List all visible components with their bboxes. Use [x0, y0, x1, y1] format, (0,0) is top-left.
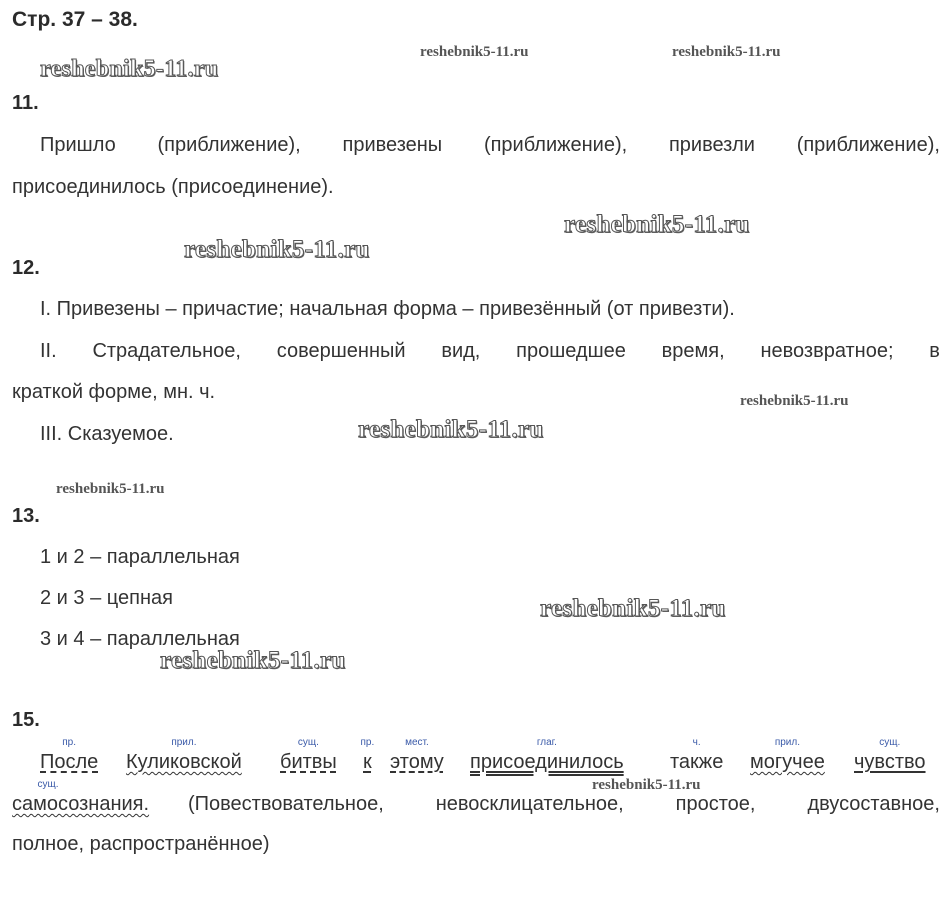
text-word: Пришло [40, 134, 116, 156]
text-word: вид, [441, 340, 481, 362]
task-15-sentence-line-1 [12, 737, 940, 776]
task-13-item: 1 и 2 – параллельная [40, 546, 240, 568]
part-of-speech-label: ч. [692, 737, 701, 748]
text-word: прошедшее [516, 340, 626, 362]
page-title: Стр. 37 – 38. [12, 8, 138, 31]
watermark: reshebnik5-11.ru [420, 44, 529, 60]
text-word: (приближение), [796, 134, 940, 156]
text-word: невозвратное; [760, 340, 894, 362]
analyzed-word: сущ. самосознания. [12, 779, 150, 815]
watermark: reshebnik5-11.ru [358, 416, 544, 443]
text-word: II. [40, 340, 57, 362]
watermark: reshebnik5-11.ru [564, 211, 750, 238]
analyzed-word: прил. Куликовской [126, 737, 242, 773]
watermark: reshebnik5-11.ru [740, 393, 849, 409]
text-word: невосклицательное, [435, 793, 624, 815]
watermark: reshebnik5-11.ru [40, 56, 219, 82]
text-word: простое, [675, 793, 756, 815]
part-of-speech-label: сущ. [297, 737, 319, 748]
part-of-speech-label: пр. [62, 737, 77, 748]
task-number-13: 13. [12, 505, 40, 527]
text-word: Страдательное, [92, 340, 241, 362]
analyzed-word: пр. После [40, 737, 99, 773]
watermark: reshebnik5-11.ru [592, 777, 701, 793]
watermark: reshebnik5-11.ru [184, 236, 370, 263]
task-12-paragraph-1: I. Привезены – причастие; начальная форма – привезённый (от привезти). [40, 298, 735, 320]
task-number-12: 12. [12, 257, 40, 279]
analyzed-word: пр. к [360, 737, 375, 773]
part-of-speech-label: сущ. [37, 779, 59, 790]
task-15-line-3: полное, распространённое) [12, 833, 270, 855]
part-of-speech-label: глаг. [536, 737, 557, 748]
text-word: время, [661, 340, 725, 362]
part-of-speech-label: мест. [405, 737, 429, 748]
part-of-speech-label: пр. [360, 737, 375, 748]
task-11-line-1 [40, 133, 940, 157]
text-word: привезли [668, 134, 755, 156]
task-number-15: 15. [12, 709, 40, 731]
watermark: reshebnik5-11.ru [160, 647, 346, 674]
analyzed-word: мест. этому [390, 737, 444, 773]
analyzed-word: ч. также [670, 737, 724, 773]
text-word: двусоставное, [807, 793, 940, 815]
analyzed-word: глаг. присоединилось [470, 737, 624, 773]
watermark: reshebnik5-11.ru [56, 481, 165, 497]
watermark: reshebnik5-11.ru [540, 595, 726, 622]
analyzed-word: прил. могучее [750, 737, 825, 773]
watermark: reshebnik5-11.ru [672, 44, 781, 60]
text-word: (приближение), [157, 134, 301, 156]
task-13-item: 3 и 4 – параллельная [40, 628, 240, 650]
task-12-paragraph-2-line-2: краткой форме, мн. ч. [12, 381, 216, 403]
analyzed-word: сущ. битвы [280, 737, 337, 773]
text-word: (приближение), [483, 134, 628, 156]
part-of-speech-label: прил. [171, 737, 197, 748]
part-of-speech-label: сущ. [879, 737, 901, 748]
text-word: в [929, 340, 940, 362]
text-word: привезены [342, 134, 443, 156]
text-word: (Повествовательное, [188, 793, 384, 815]
task-15-characteristics [188, 792, 940, 816]
task-13-item: 2 и 3 – цепная [40, 587, 173, 609]
analyzed-word: сущ. чувство [854, 737, 926, 773]
text-word: совершенный [276, 340, 406, 362]
task-12-paragraph-3: III. Сказуемое. [40, 423, 174, 445]
task-number-11: 11. [12, 92, 39, 114]
task-12-paragraph-2-line-1 [40, 339, 940, 363]
task-11-line-2: присоединилось (присоединение). [12, 176, 334, 198]
part-of-speech-label: прил. [774, 737, 801, 748]
